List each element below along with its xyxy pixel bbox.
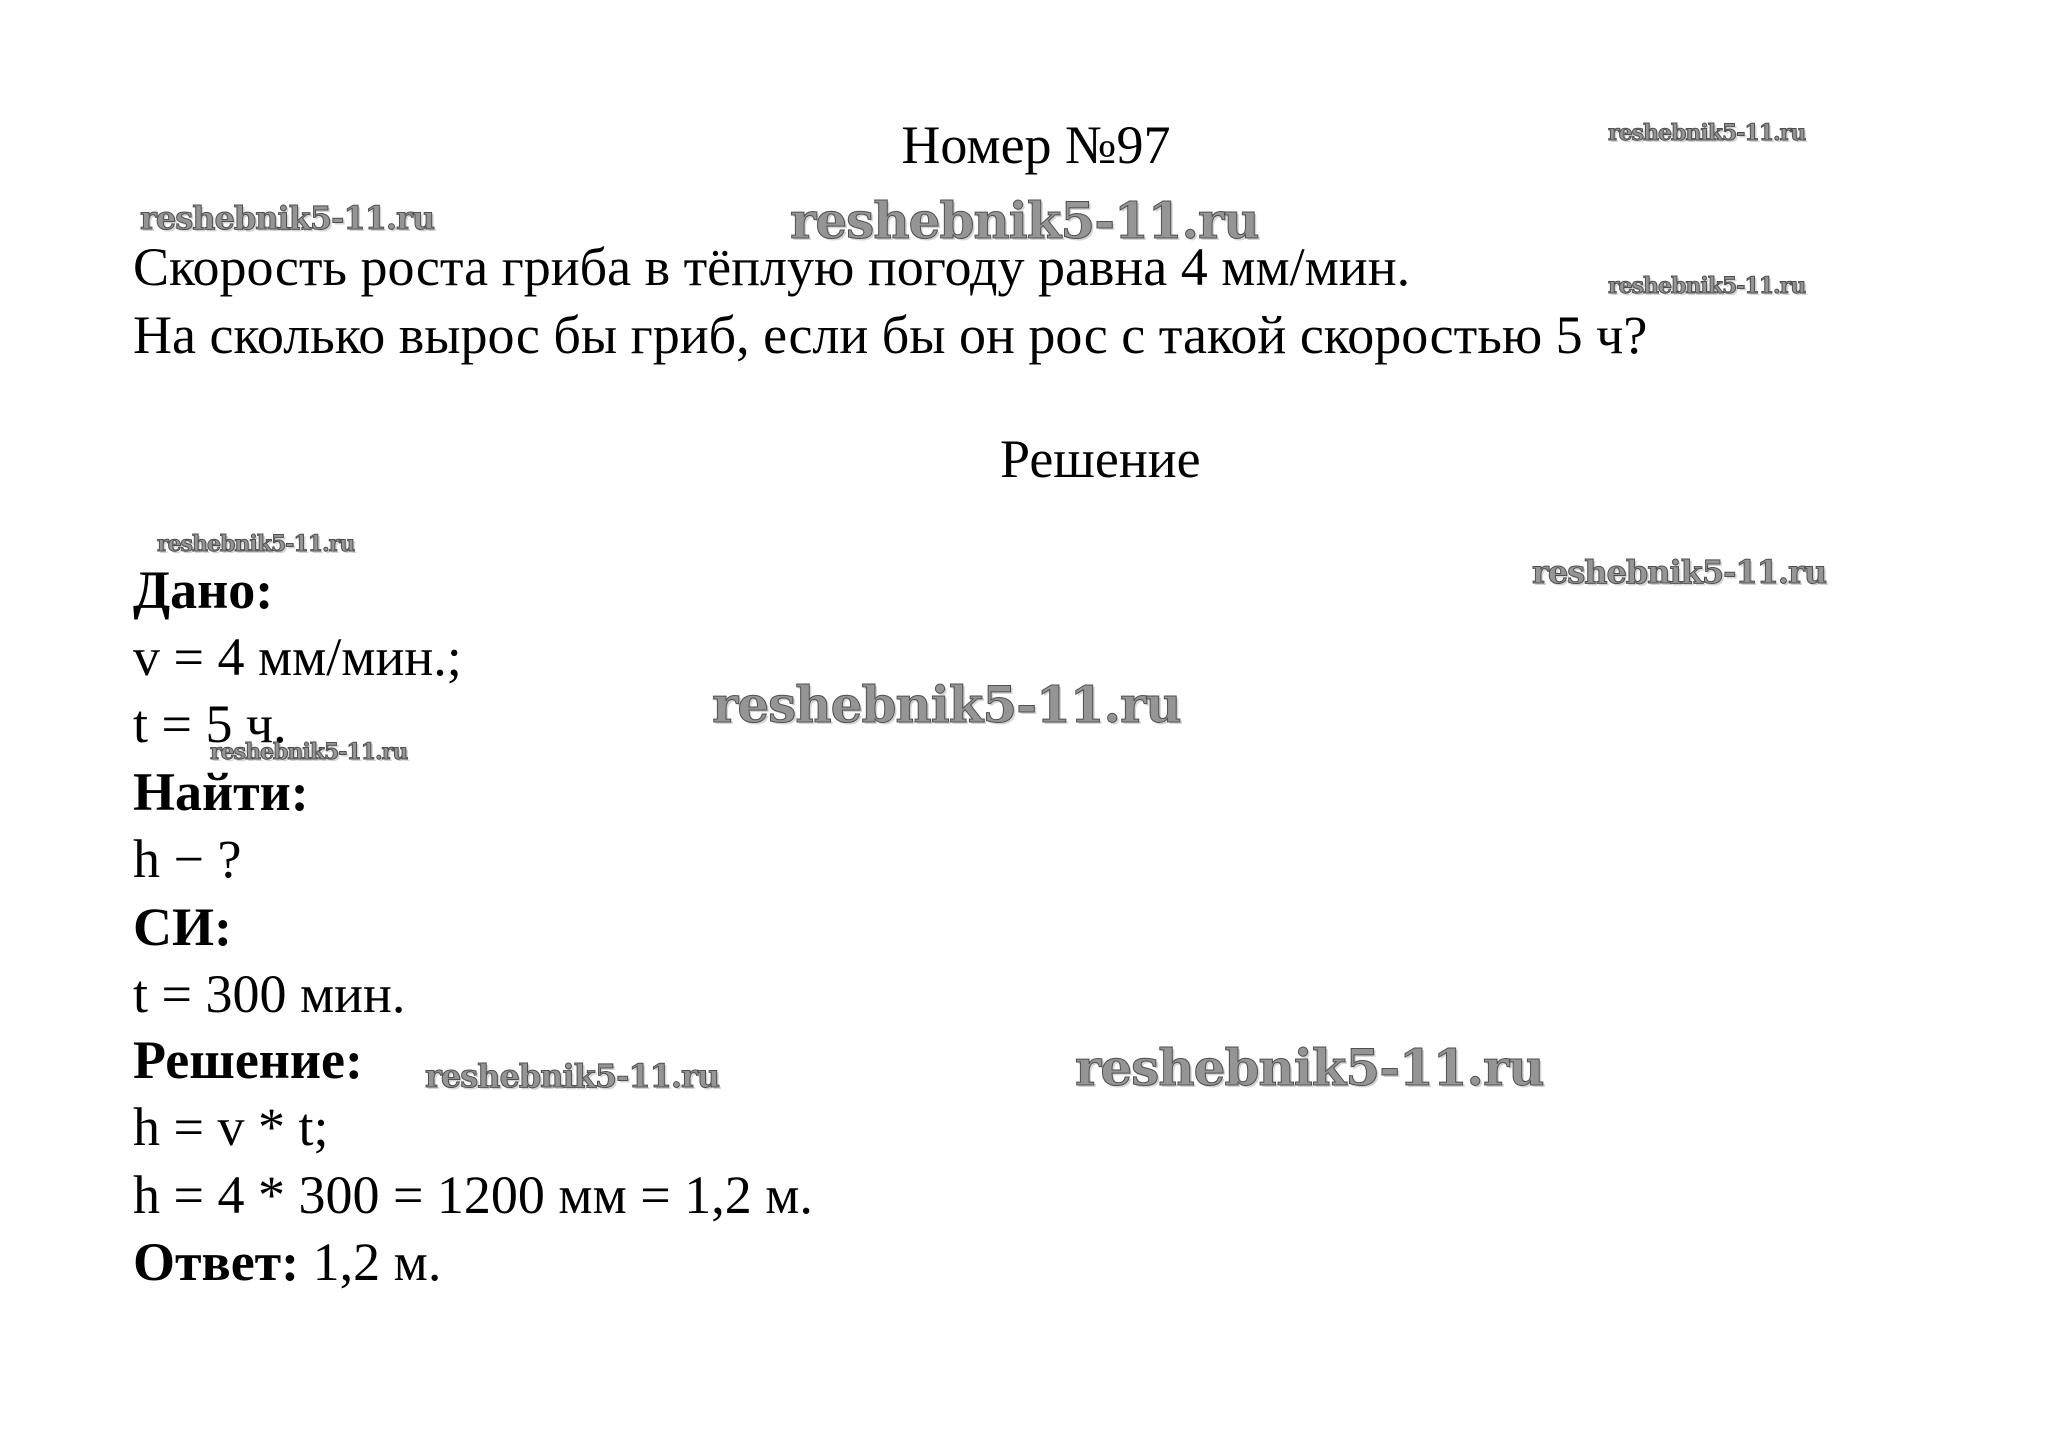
answer-line — [133, 1232, 442, 1292]
watermark-9: reshebnik5-11.ru — [425, 1057, 720, 1095]
watermark-7: reshebnik5-11.ru — [712, 675, 1181, 734]
find-label: Найти: — [133, 762, 309, 822]
watermark-8: reshebnik5-11.ru — [210, 739, 408, 765]
watermark-4: reshebnik5-11.ru — [1608, 273, 1806, 299]
watermark-5: reshebnik5-11.ru — [157, 531, 355, 557]
watermark-3: reshebnik5-11.ru — [790, 191, 1259, 250]
solution-label: Решение: — [133, 1030, 363, 1090]
watermark-10: reshebnik5-11.ru — [1075, 1038, 1544, 1097]
problem-text-line-1: Скорость роста гриба в тёплую погоду равна 4 мм/мин. — [133, 237, 1411, 297]
si-label: СИ: — [133, 897, 232, 957]
problem-text-line-2: На сколько вырос бы гриб, если бы он рос с такой скоростью 5 ч? — [133, 305, 1648, 365]
solution-calculation: h = 4 * 300 = 1200 мм = 1,2 м. — [133, 1165, 813, 1225]
given-item-velocity: v = 4 мм/мин.; — [133, 627, 462, 687]
problem-number: Номер №97 — [901, 115, 1171, 175]
solution-heading: Решение — [1000, 429, 1201, 489]
watermark-1: reshebnik5-11.ru — [1608, 120, 1806, 146]
si-item-time: t = 300 мин. — [133, 964, 406, 1024]
answer-value: 1,2 м. — [299, 1232, 442, 1292]
watermark-2: reshebnik5-11.ru — [140, 199, 435, 237]
given-item-time: t = 5 ч. — [133, 694, 287, 754]
solution-formula: h = v * t; — [133, 1097, 329, 1157]
given-label: Дано: — [133, 560, 274, 620]
find-item-height: h − ? — [133, 829, 242, 889]
watermark-6: reshebnik5-11.ru — [1532, 553, 1827, 591]
answer-label: Ответ: — [133, 1232, 300, 1292]
